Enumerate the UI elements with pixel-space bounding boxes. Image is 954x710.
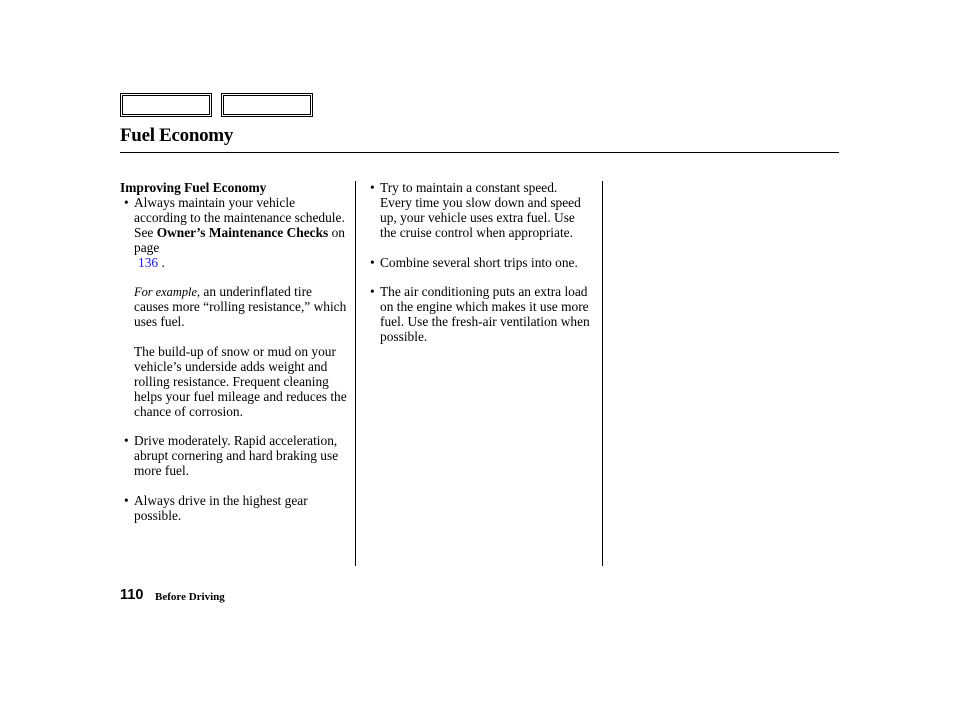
paragraph-tire-example <box>120 285 350 330</box>
italic-lead: For example, <box>134 285 201 300</box>
previous-page-button[interactable] <box>120 93 212 117</box>
list-item-text: on page <box>134 224 346 255</box>
page-reference-link[interactable]: 136 <box>138 254 159 270</box>
column-divider-right <box>602 181 603 566</box>
column-divider-left <box>355 181 356 566</box>
paragraph-snow-mud: The build-up of snow or mud on your vehicle’s underside adds weight and rolling resistance. Frequent cleaning helps your fuel mileage and reduces the chance of corrosion. <box>134 343 347 419</box>
section-heading: Improving Fuel Economy <box>120 180 267 195</box>
text-column-left <box>120 181 350 524</box>
page-section-label: Before Driving <box>155 591 225 603</box>
next-page-button[interactable] <box>221 93 313 117</box>
list-item-combine-trips: • Combine several short trips into one. <box>370 256 592 271</box>
list-item-constant-speed: • Try to maintain a constant speed. Every time you slow down and speed up, your vehicle uses extra fuel. Use the cruise control when appropriate. <box>370 181 592 241</box>
list-item-air-conditioning: • The air conditioning puts an extra load on the engine which makes it use more fuel. Use the fresh-air ventilation when possible. <box>370 285 592 345</box>
title-divider <box>120 152 839 153</box>
cross-reference-title: Owner’s Maintenance Checks <box>156 224 329 240</box>
paragraph-text: an underinflated tire causes more “rolling resistance,” which uses fuel. <box>134 284 347 330</box>
list-item-highest-gear: • Always drive in the highest gear possible. <box>120 494 350 524</box>
page-number: 110 <box>120 587 144 603</box>
list-item-maintenance <box>120 196 350 271</box>
page-title: Fuel Economy <box>120 125 234 146</box>
list-item-drive-moderately: • Drive moderately. Rapid acceleration, abrupt cornering and hard braking use more fuel. <box>120 434 350 479</box>
list-item-text: . <box>158 254 165 270</box>
text-column-middle <box>370 181 592 345</box>
list-item-text: Always maintain your vehicle according to the maintenance schedule. See <box>134 194 345 240</box>
